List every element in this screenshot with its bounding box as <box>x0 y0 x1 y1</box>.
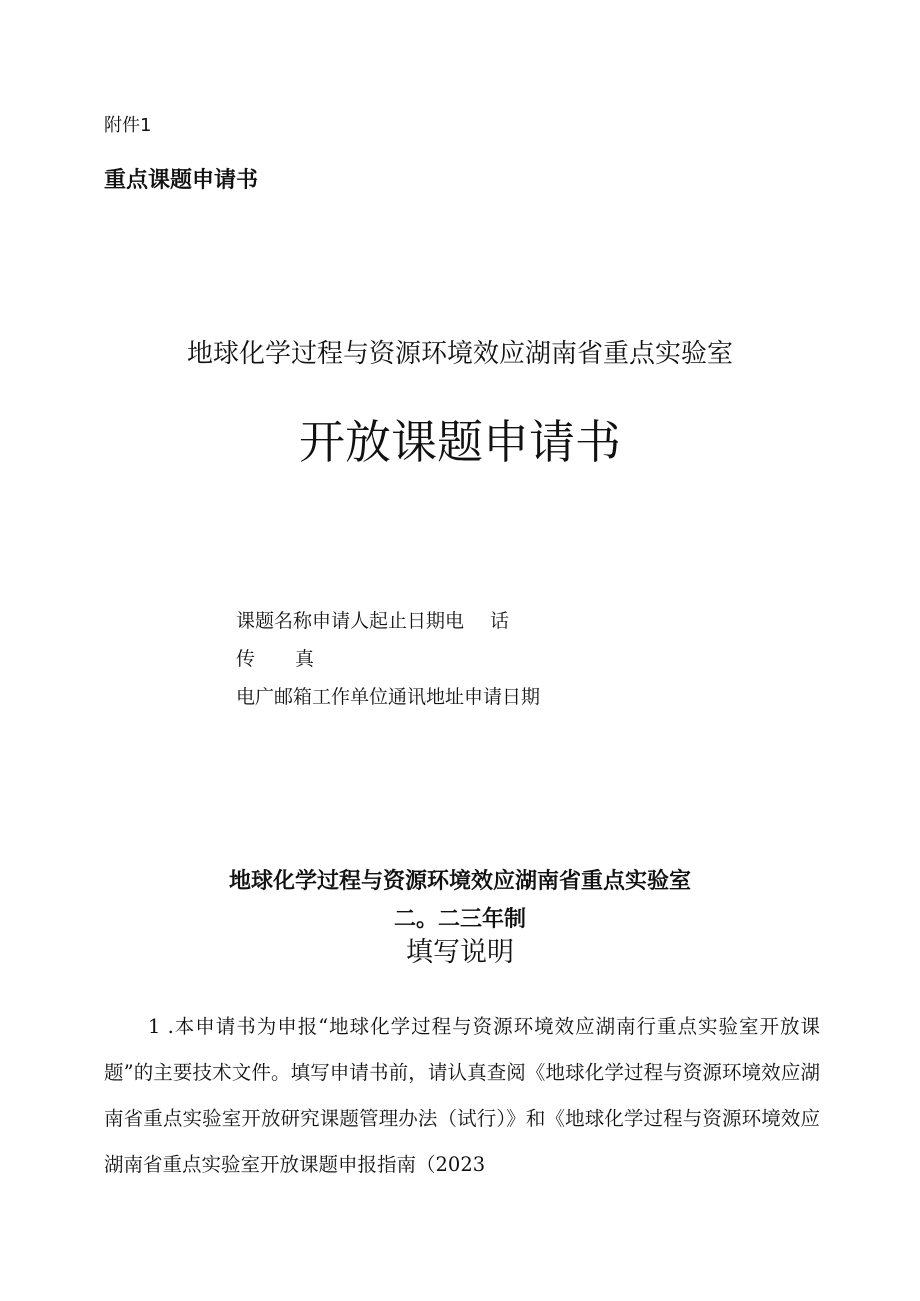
field-fax-part-2: 真 <box>295 648 315 670</box>
footer-year: 二。二三年制 <box>393 907 526 932</box>
cover-lab-name: 地球化学过程与资源环境效应湖南省重点实验室 <box>186 339 733 369</box>
instructions-heading: 填写说明 <box>406 937 514 968</box>
field-labels-line-2 <box>236 646 314 672</box>
field-labels-line-3: 电广邮箱工作单位通讯地址申请日期 <box>236 686 541 708</box>
field-line-1-main: 课题名称申请人起止日期电 <box>236 610 465 632</box>
field-fax-part-1: 传 <box>236 648 256 670</box>
instructions-paragraph-1: 1 .本申请书为申报“地球化学过程与资源环境效应湖南行重点实验室开放课题”的主要技术文件。填写申请书前，请认真查阅《地球化学过程与资源环境效应湖南省重点实验室开放研究课题管理办法（试行）》和《地球化学过程与资源环境效应湖南省重点实验室开放课题申报指南（2023 <box>104 1014 820 1176</box>
field-labels-line-1 <box>236 608 509 634</box>
footer-lab-name: 地球化学过程与资源环境效应湖南省重点实验室 <box>228 869 691 894</box>
annex-label: 附件1 <box>104 115 152 136</box>
field-line-1-tail: 话 <box>490 610 510 632</box>
cover-main-title: 开放课题申请书 <box>299 415 621 469</box>
document-type-heading: 重点课题申请书 <box>104 168 259 193</box>
